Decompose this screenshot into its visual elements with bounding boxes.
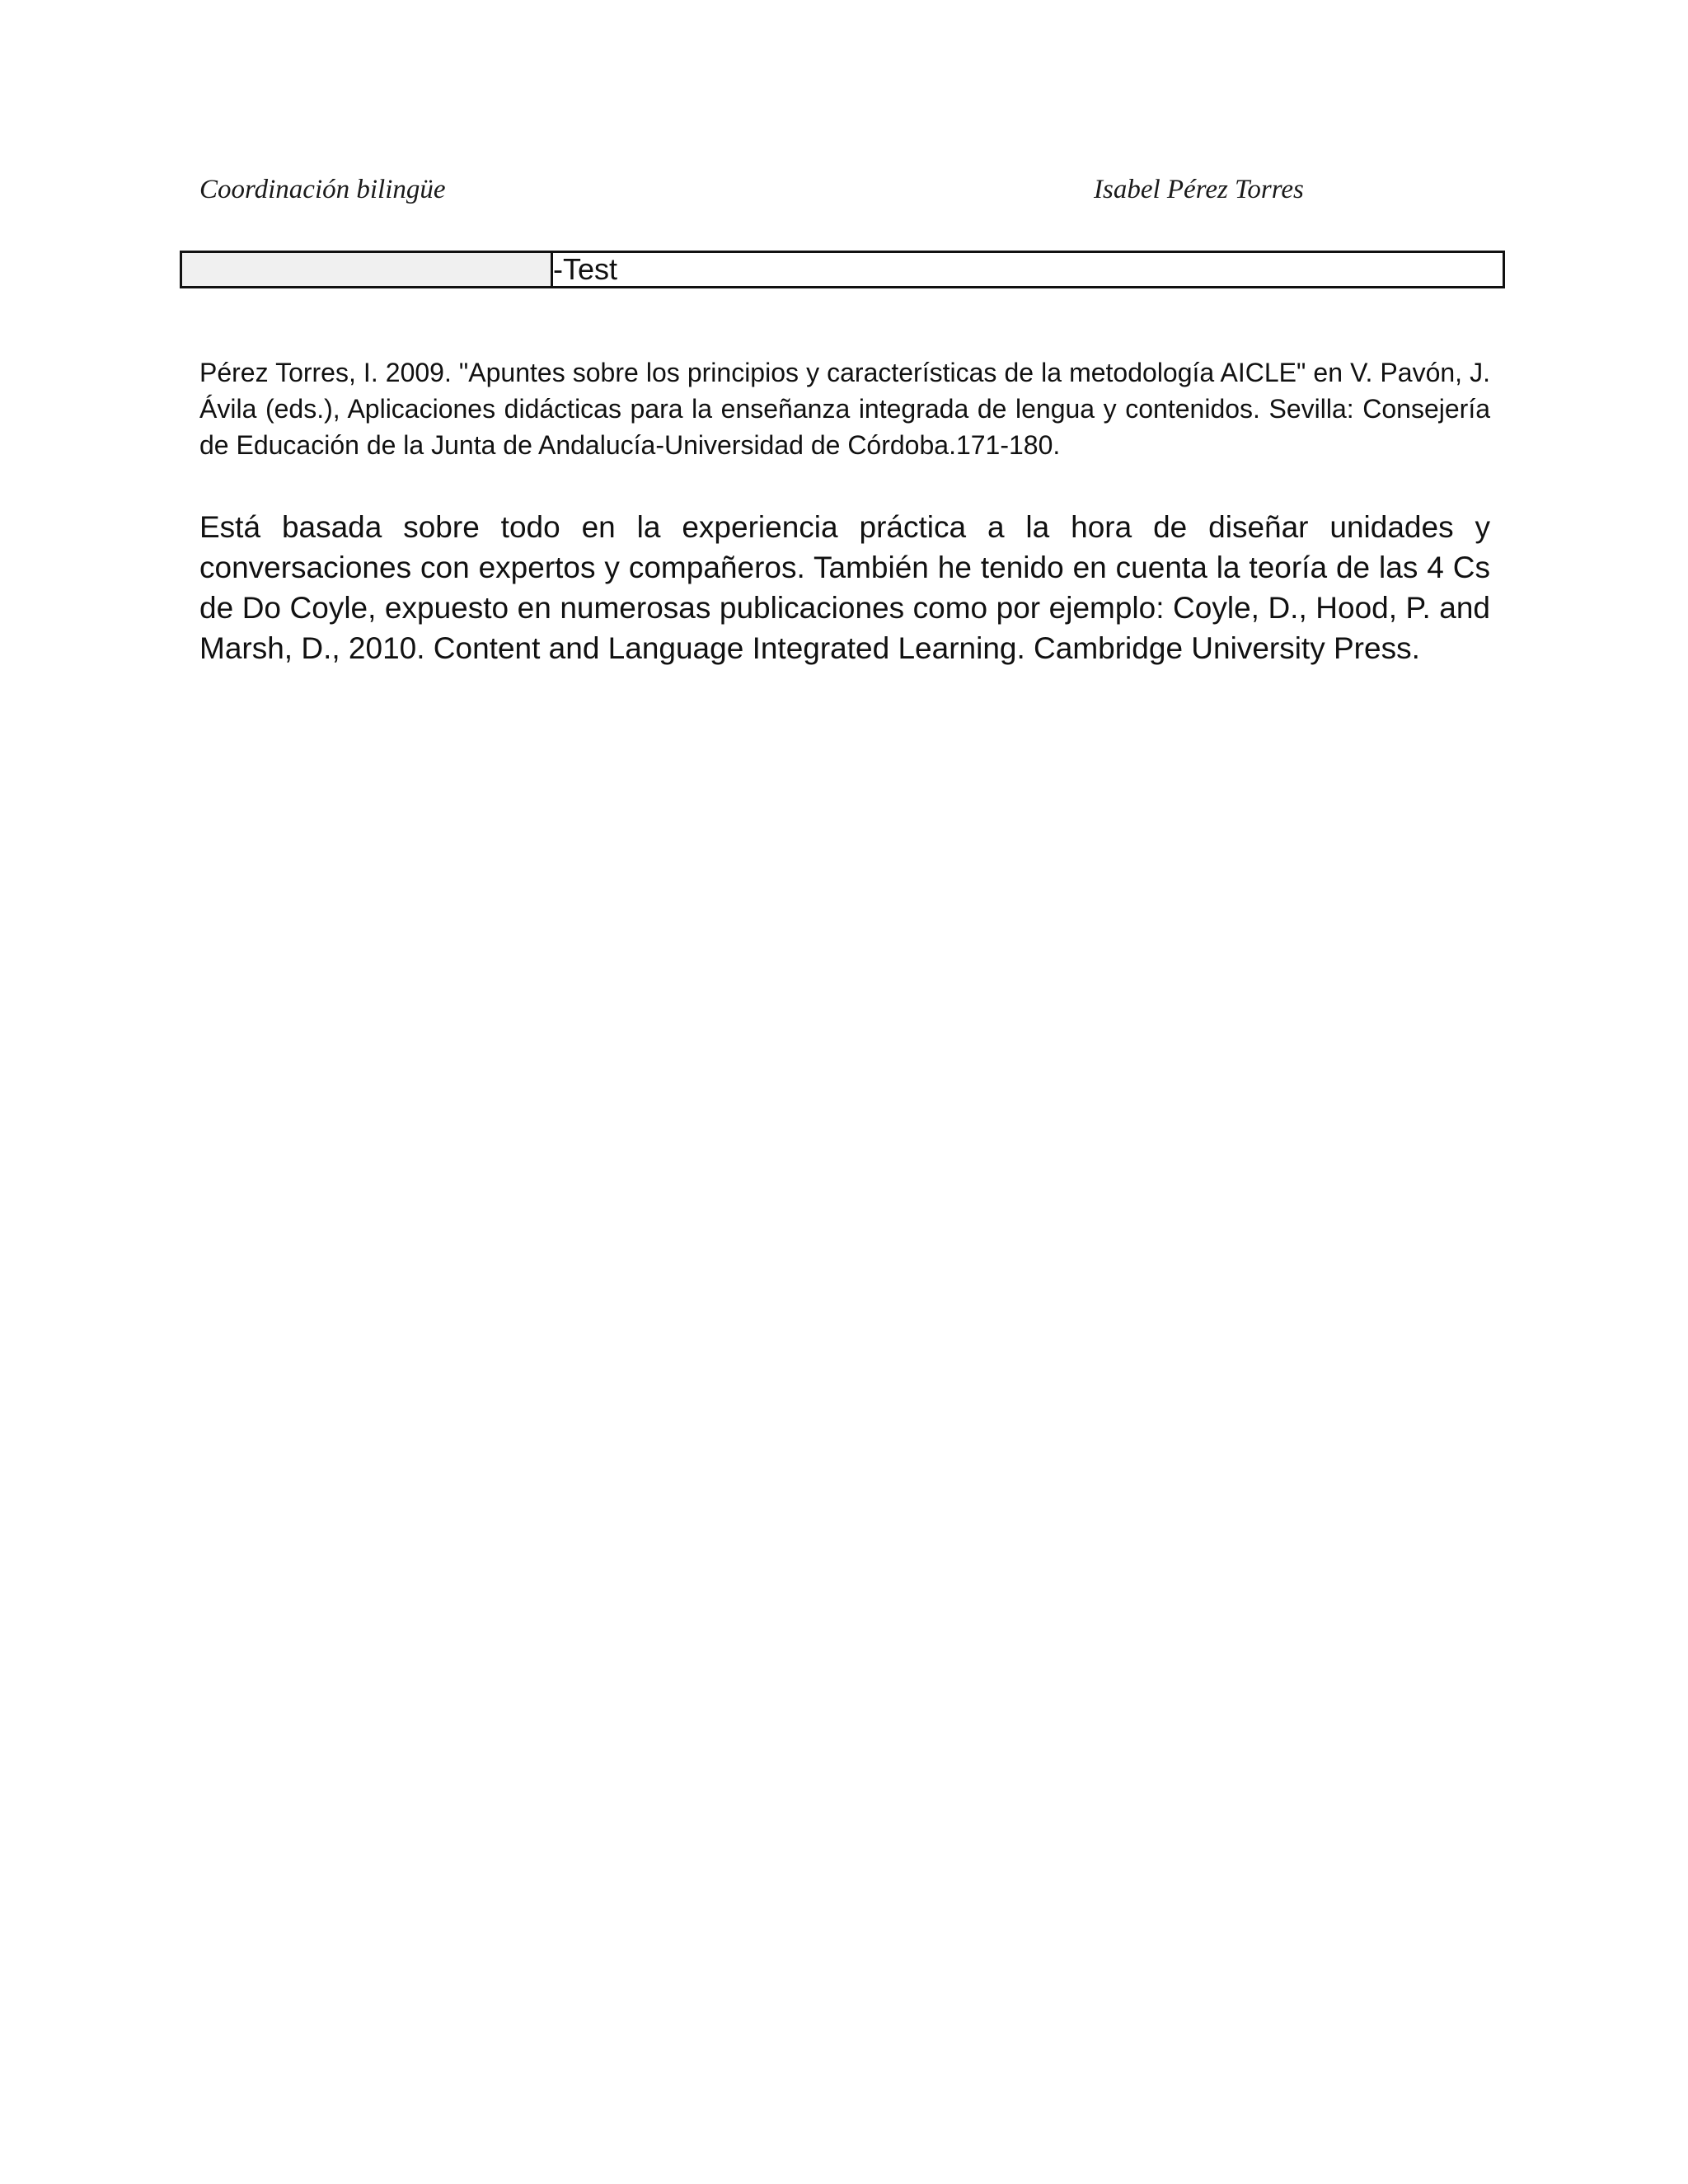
body-paragraph: Está basada sobre todo en la experiencia práctica a la hora de diseñar unidades y conversaciones con expertos y compañeros. También he tenido en cuenta la teoría de las 4 Cs de Do Coyle, expuesto en numerosas publicaciones como por ejemplo: Coyle, D., Hood, P. and Marsh, D., 2010. Content and Language Integrated Learning. Cambridge University Press. bbox=[199, 510, 1490, 665]
page-header bbox=[199, 175, 1485, 216]
title-box-label: -Test bbox=[553, 252, 618, 286]
header-left-text: Coordinación bilingüe bbox=[199, 175, 446, 204]
citation-paragraph: Pérez Torres, I. 2009. "Apuntes sobre los principios y características de la metodología AICLE" en V. Pavón, J. Ávila (eds.), Aplicaciones didácticas para la enseñanza integrada de lengua y contenidos. Sevilla: Consejería de Educación de la Junta de Andalucía-Universidad de Córdoba.171-180. bbox=[199, 358, 1490, 460]
header-right-text: Isabel Pérez Torres bbox=[1094, 175, 1304, 204]
title-box-empty-cell bbox=[182, 253, 553, 286]
title-box bbox=[180, 251, 1505, 288]
